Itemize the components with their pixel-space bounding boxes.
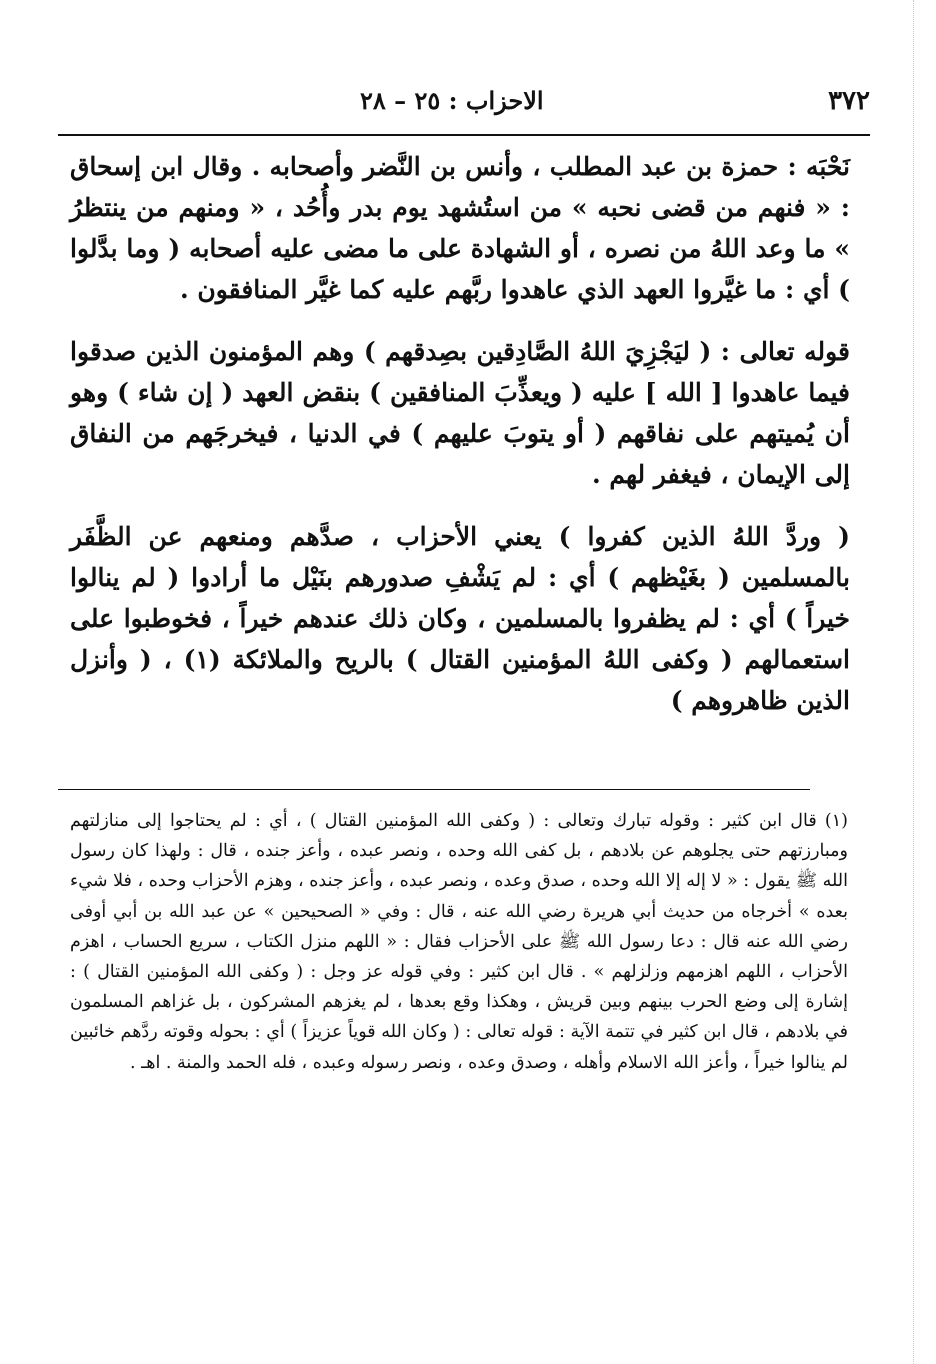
footnote-rule xyxy=(58,789,810,790)
running-title: الاحزاب : ٢٥ – ٢٨ xyxy=(360,86,544,115)
paragraph: نَحْبَه : حمزة بن عبد المطلب ، وأنس بن النَّضر وأصحابه . وقال ابن إسحاق : « فنهم من قضى نحبه » من استُشهد يوم بدر وأُحُد ، « ومنهم من ينتظرُ » ما وعد اللهُ من نصره ، أو الشهادة على ما مضى عليه أصحابه ( وما بدَّلوا ) أي : ما غيَّروا العهد الذي عاهدوا ربَّهم عليه كما غيَّر المنافقون . xyxy=(70,152,850,304)
footnote xyxy=(70,806,848,1078)
header-rule xyxy=(58,134,870,136)
paragraph: قوله تعالى : ( ليَجْزِيَ اللهُ الصَّادِقين بصِدقهم ) وهم المؤمنون الذين صدقوا فيما عاهدوا [ الله ] عليه ( ويعذِّبَ المنافقين ) بنقض العهد ( إن شاء ) وهو أن يُميتهم على نفاقهم ( أو يتوبَ عليهم ) في الدنيا ، فيخرجَهم من النفاق إلى الإيمان ، فيغفر لهم . xyxy=(70,337,850,489)
main-text xyxy=(70,146,850,721)
scan-edge xyxy=(913,0,914,1364)
page-number: ٣٧٢ xyxy=(828,86,870,116)
page-header xyxy=(60,86,870,122)
footnote-text: (١) قال ابن كثير : وقوله تبارك وتعالى : ( وكفى الله المؤمنين القتال ) ، أي : لم يحتاجوا إلى منازلتهم ومبارزتهم حتى يجلوهم عن بلادهم ، بل كفى الله وحده ، ونصر عبده ، وأعز جنده ، قال : ولهذا كان رسول الله ﷺ يقول : « لا إله إلا الله وحده ، صدق وعده ، ونصر عبده ، وأعز جنده ، وهزم الأحزاب وحده ، فلا شيء بعده » أخرجاه من حديث أبي هريرة رضي الله عنه ، قال : وفي « الصحيحين » عن عبد الله بن أبي أوفى رضي الله عنه قال : دعا رسول الله ﷺ على الأحزاب فقال : « اللهم منزل الكتاب ، سريع الحساب ، اهزم الأحزاب ، اللهم اهزمهم وزلزلهم » . قال ابن كثير : وفي قوله عز وجل : ( وكفى الله المؤمنين القتال ) : إشارة إلى وضع الحرب بينهم وبين قريش ، وهكذا وقع بعدها ، لم يغزهم المشركون ، بل غزاهم المسلمون في بلادهم ، قال ابن كثير في تتمة الآية : قوله تعالى : ( وكان الله قوياً عزيزاً ) أي : بحوله وقوته ردَّهم خائبين لم ينالوا خيراً ، وأعز الله الاسلام وأهله ، وصدق وعده ، ونصر رسوله وعبده ، فله الحمد والمنة . اهـ . xyxy=(70,811,848,1073)
paragraph: ( وردَّ اللهُ الذين كفروا ) يعني الأحزاب ، صدَّهم ومنعهم عن الظَّفَر بالمسلمين ( بغَيْظهم ) أي : لم يَشْفِ صدورهم بنَيْل ما أرادوا ( لم ينالوا خيراً ) أي : لم يظفروا بالمسلمين ، وكان ذلك عندهم خيراً ، فخوطبوا على استعمالهم ( وكفى اللهُ المؤمنين القتال ) بالريح والملائكة (١) ، ( وأنزل الذين ظاهروهم ) xyxy=(70,522,850,715)
